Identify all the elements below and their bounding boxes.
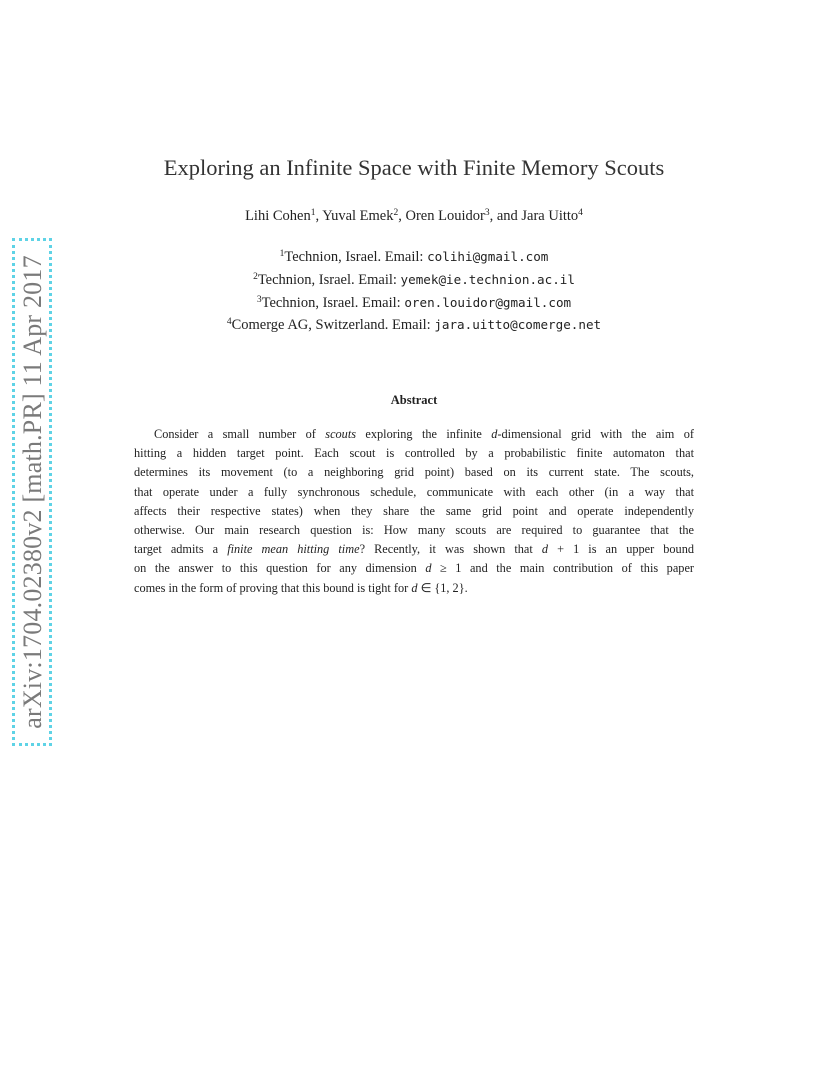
affiliation-marker: 3 <box>256 294 262 305</box>
abstract-text: that operate under a fully synchronous schedule, communicate with each other (in a way that <box>134 484 694 499</box>
abstract-text: exploring the infinite <box>356 427 492 441</box>
abstract-emphasis: d <box>411 580 418 595</box>
abstract-line <box>134 579 694 598</box>
abstract-text: hitting a hidden target point. Each scout is controlled by a probabilistic finite automaton that <box>134 446 694 461</box>
abstract-text: Consider a small number of <box>154 427 326 441</box>
abstract-line <box>134 559 694 578</box>
author-list <box>0 208 828 225</box>
abstract-text: on the answer to this question for any dimension <box>134 561 426 576</box>
affiliation-list <box>0 246 828 337</box>
abstract-text: ? Recently, it was shown that <box>359 542 542 557</box>
author-separator: , <box>398 208 406 224</box>
affiliation-text: Technion, Israel. Email: <box>257 271 401 288</box>
abstract-emphasis: d <box>491 427 498 441</box>
paper-title: Exploring an Infinite Space with Finite Memory Scouts <box>163 155 665 180</box>
abstract-text: ∈ {1, 2}. <box>417 580 468 595</box>
abstract-line <box>134 425 694 444</box>
abstract-emphasis: scouts <box>325 427 357 441</box>
affiliation-text: Technion, Israel. Email: <box>261 294 405 311</box>
affiliation-marker: 4 <box>226 317 232 328</box>
affiliation-text: Technion, Israel. Email: <box>284 249 428 265</box>
abstract-emphasis: d <box>425 561 432 576</box>
abstract-emphasis: d <box>541 542 549 557</box>
affiliation-row <box>0 292 828 315</box>
abstract-body <box>134 425 694 598</box>
author-affiliation-marker: 2 <box>393 208 399 218</box>
author-name: Oren Louidor <box>405 208 485 224</box>
abstract-text: affects their respective states) when they share the same grid point and operate independently <box>134 503 694 518</box>
author-affiliation-marker: 3 <box>484 208 490 218</box>
author-separator: , <box>315 208 323 224</box>
abstract-text: ≥ 1 and the main contribution of this paper <box>431 561 694 576</box>
abstract-line <box>134 521 694 540</box>
arxiv-identifier: arXiv:1704.02380v2 [math.PR] 11 Apr 2017 <box>18 255 47 729</box>
author-affiliation-marker: 4 <box>578 208 583 218</box>
abstract-line <box>134 444 694 463</box>
author-separator: , and <box>489 208 522 224</box>
abstract-text: -dimensional grid with the aim of <box>497 427 694 441</box>
affiliation-marker: 2 <box>253 271 258 282</box>
affiliation-marker: 1 <box>279 249 285 259</box>
author-affiliation-marker: 1 <box>310 208 316 218</box>
affiliation-row <box>0 314 828 337</box>
affiliation-row <box>0 269 828 292</box>
abstract-line <box>134 502 694 521</box>
abstract-text: determines its movement (to a neighboring grid point) based on its current state. The scouts, <box>134 465 694 480</box>
author-name: Yuval Emek <box>322 208 394 224</box>
affiliation-row <box>0 246 828 269</box>
abstract-text: otherwise. Our main research question is: How many scouts are required to guarantee that the <box>134 522 694 537</box>
author-name: Jara Uitto <box>521 208 579 224</box>
abstract-text: comes in the form of proving that this bound is tight for <box>134 580 412 595</box>
abstract-emphasis: finite mean hitting time <box>227 542 360 557</box>
abstract-line <box>134 483 694 502</box>
affiliation-email: yemek@ie.technion.ac.il <box>400 271 575 287</box>
affiliation-email: jara.uitto@comerge.net <box>434 317 602 333</box>
abstract-line <box>134 463 694 482</box>
author-name: Lihi Cohen <box>245 208 311 224</box>
affiliation-text: Comerge AG, Switzerland. Email: <box>231 317 435 334</box>
abstract-heading: Abstract <box>390 393 438 407</box>
abstract-text: + 1 is an upper bound <box>548 542 695 557</box>
affiliation-email: colihi@gmail.com <box>427 249 549 264</box>
affiliation-email: oren.louidor@gmail.com <box>404 294 572 310</box>
abstract-line <box>134 540 694 559</box>
abstract-text: target admits a <box>134 542 228 557</box>
